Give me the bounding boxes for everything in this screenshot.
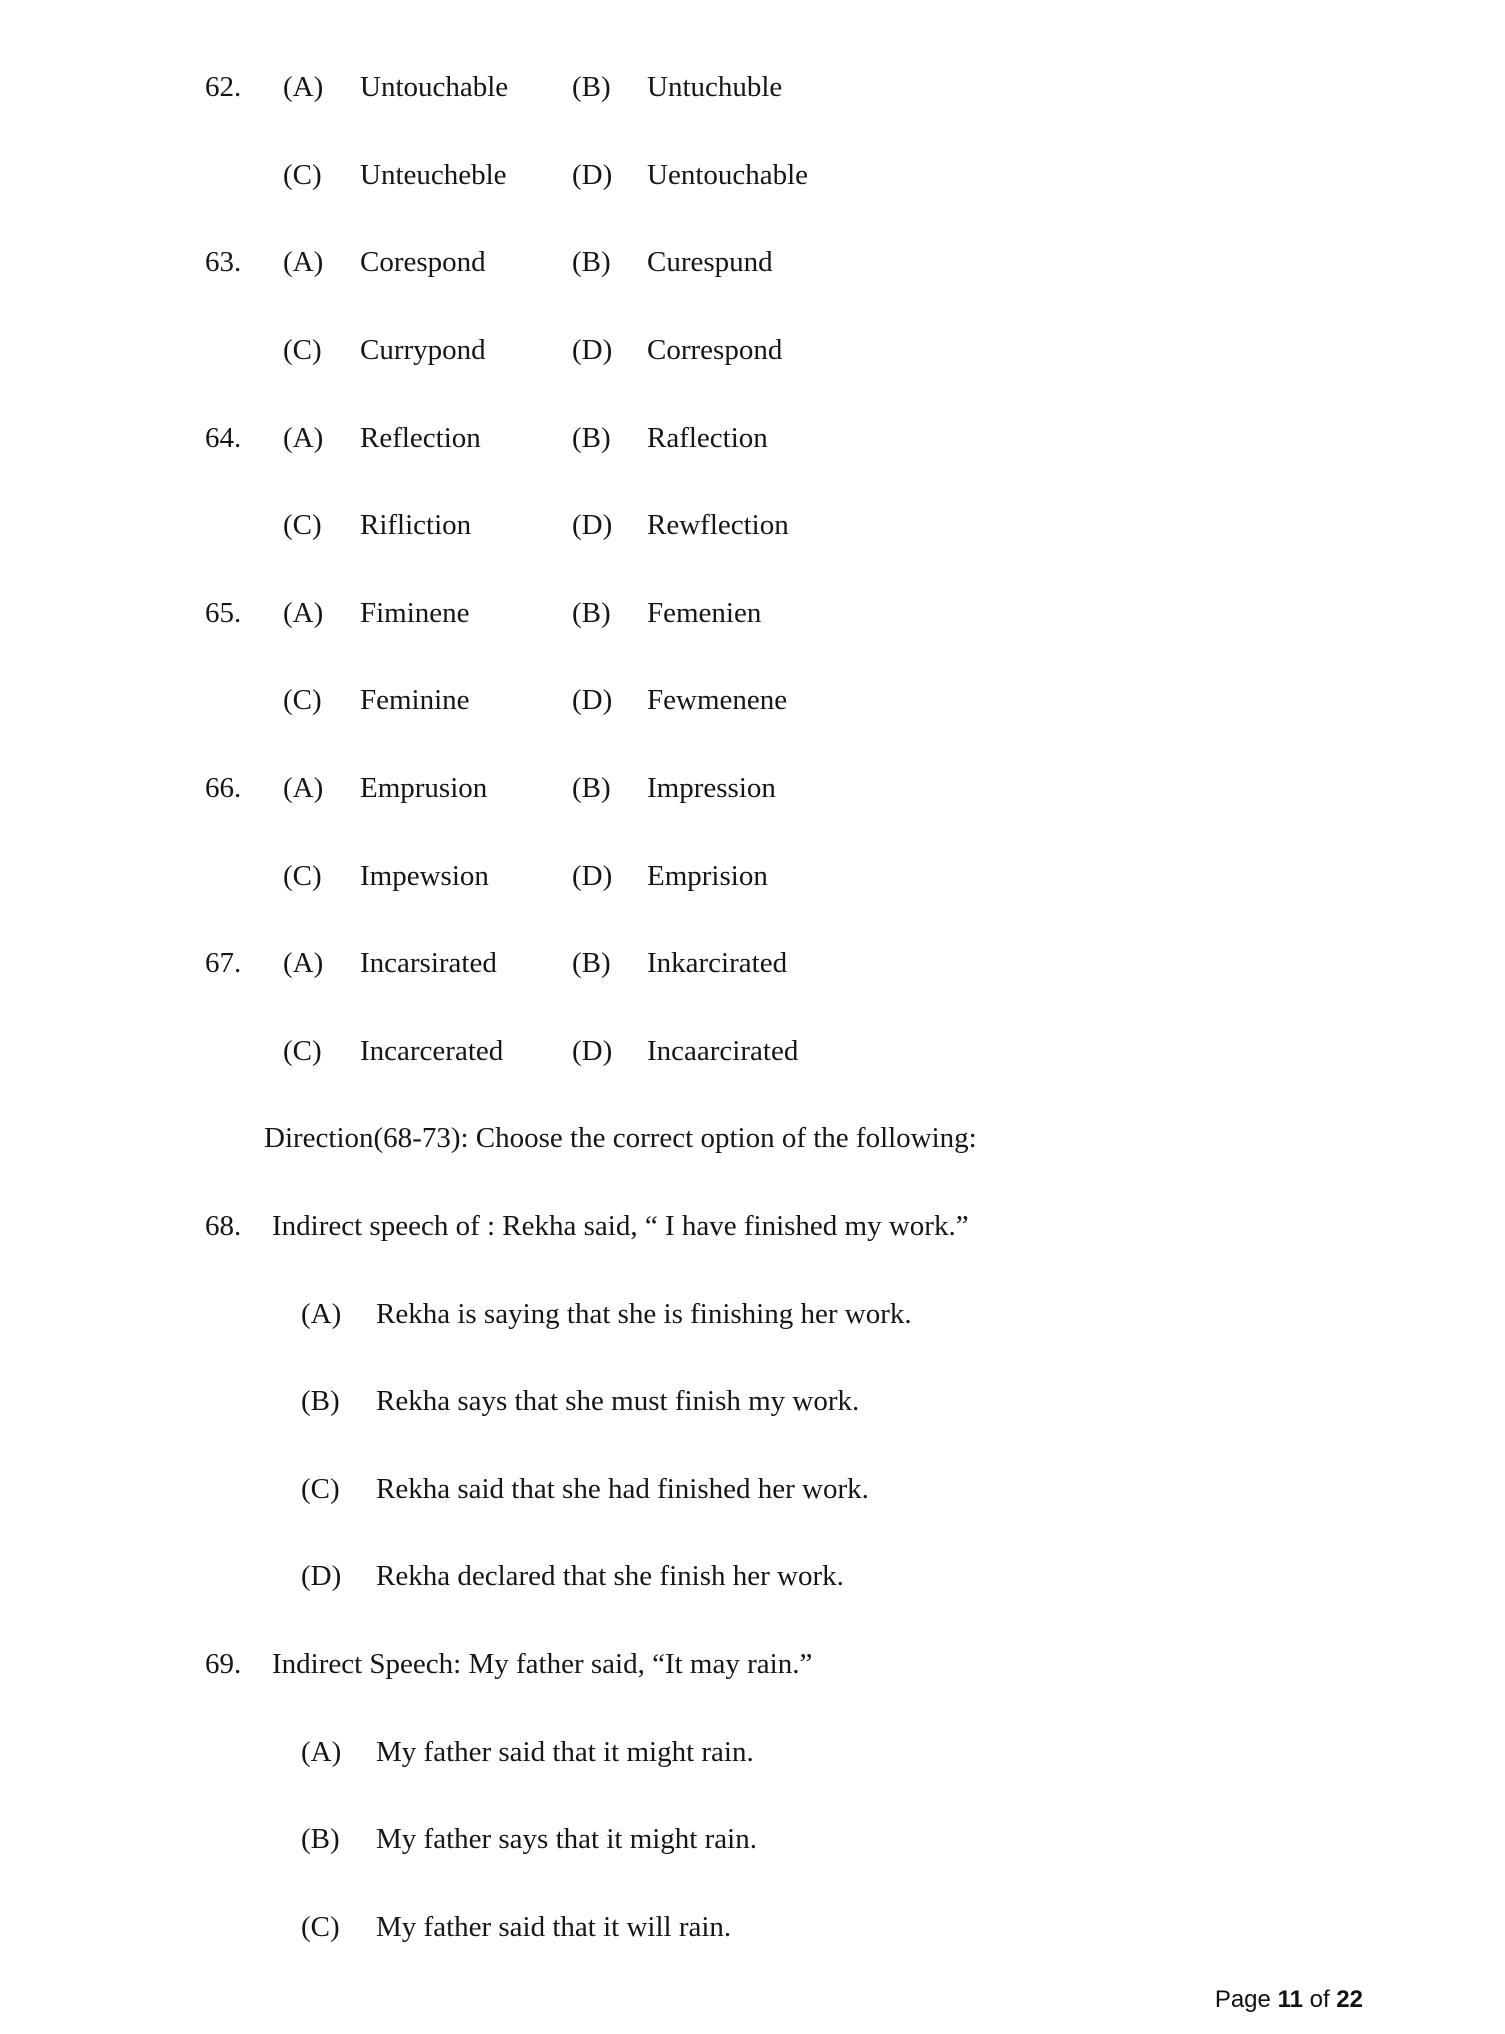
option-text: Impression (647, 772, 776, 805)
spelling-question-row (205, 44, 1505, 132)
option-text: Rekha is saying that she is finishing her work. (376, 1297, 912, 1330)
option-label: (D) (572, 859, 613, 892)
option-row (0, 1796, 1505, 1884)
option-label: (D) (301, 1560, 342, 1593)
option-text: Emprision (647, 859, 768, 892)
option-text: Untuchuble (647, 71, 783, 104)
option-text: Corespond (360, 246, 486, 279)
spelling-question-row (205, 132, 1505, 220)
option-label: (C) (283, 684, 322, 717)
option-row (0, 1446, 1505, 1534)
option-label: (C) (283, 859, 322, 892)
option-label: (A) (283, 71, 324, 104)
question-number: 64. (205, 421, 242, 454)
option-text: Incaarcirated (647, 1034, 799, 1067)
option-label: (B) (572, 421, 611, 454)
spelling-question-row (205, 482, 1505, 570)
direction-line (0, 1095, 1505, 1183)
option-label: (C) (301, 1472, 340, 1505)
question-number: 63. (205, 246, 242, 279)
option-label: (D) (572, 334, 613, 367)
option-label: (A) (283, 246, 324, 279)
option-text: My father says that it might rain. (376, 1823, 757, 1856)
question-text: Indirect speech of : Rekha said, “ I have finished my work.” (272, 1210, 969, 1243)
option-text: Incarsirated (360, 947, 497, 980)
question-text: Indirect Speech: My father said, “It may rain.” (272, 1647, 813, 1680)
option-row (0, 1270, 1505, 1358)
question-number: 69. (205, 1647, 242, 1680)
option-text: Currypond (360, 334, 486, 367)
option-text: Rekha said that she had finished her work. (376, 1472, 869, 1505)
option-label: (C) (283, 334, 322, 367)
spelling-question-row (205, 832, 1505, 920)
option-row (0, 1358, 1505, 1446)
option-text: Raflection (647, 421, 768, 454)
question-number: 65. (205, 596, 242, 629)
question-number: 68. (205, 1210, 242, 1243)
option-text: My father said that it might rain. (376, 1735, 754, 1768)
option-text: Untouchable (360, 71, 509, 104)
option-label: (C) (283, 1034, 322, 1067)
option-label: (A) (301, 1297, 342, 1330)
option-text: Unteucheble (360, 158, 507, 191)
option-label: (B) (301, 1823, 340, 1856)
option-text: Inkarcirated (647, 947, 788, 980)
footer-page-number: 11 (1277, 1986, 1303, 2013)
option-text: Fiminene (360, 596, 470, 629)
option-label: (C) (283, 158, 322, 191)
option-label: (B) (572, 772, 611, 805)
spelling-question-row (205, 920, 1505, 1008)
option-text: Correspond (647, 334, 783, 367)
footer-page-label: Page (1214, 1986, 1271, 2013)
option-text: Rifliction (360, 509, 472, 542)
footer-total-pages: 22 (1336, 1986, 1363, 2013)
option-text: Emprusion (360, 772, 488, 805)
option-label: (A) (283, 596, 324, 629)
option-label: (B) (572, 947, 611, 980)
spelling-question-row (205, 307, 1505, 395)
option-label: (D) (572, 158, 613, 191)
option-label: (B) (572, 71, 611, 104)
option-row (0, 1708, 1505, 1796)
question-number: 62. (205, 71, 242, 104)
option-label: (B) (572, 596, 611, 629)
option-text: Uentouchable (647, 158, 809, 191)
option-label: (A) (301, 1735, 342, 1768)
question-row (0, 1183, 1505, 1271)
spelling-question-row (205, 657, 1505, 745)
question-number: 66. (205, 772, 242, 805)
spelling-question-row (205, 1008, 1505, 1096)
option-text: Rewflection (647, 509, 789, 542)
spelling-question-row (205, 745, 1505, 833)
option-label: (B) (301, 1385, 340, 1418)
option-label: (B) (572, 246, 611, 279)
option-text: Feminine (360, 684, 470, 717)
option-text: Impewsion (360, 859, 489, 892)
page-footer (1215, 1986, 1363, 2014)
option-label: (C) (301, 1910, 340, 1943)
option-text: Rekha says that she must finish my work. (376, 1385, 860, 1418)
spelling-question-row (205, 394, 1505, 482)
spelling-question-row (205, 570, 1505, 658)
question-row (0, 1621, 1505, 1709)
question-number: 67. (205, 947, 242, 980)
option-label: (D) (572, 509, 613, 542)
option-label: (C) (283, 509, 322, 542)
option-label: (A) (283, 947, 324, 980)
option-label: (D) (572, 684, 613, 717)
option-text: Fewmenene (647, 684, 788, 717)
option-text: My father said that it will rain. (376, 1910, 732, 1943)
option-text: Incarcerated (360, 1034, 504, 1067)
direction-text: Direction(68-73): Choose the correct option of the following: (264, 1122, 977, 1155)
option-text: Curespund (647, 246, 773, 279)
option-text: Rekha declared that she finish her work. (376, 1560, 844, 1593)
option-row (0, 1883, 1505, 1971)
option-label: (A) (283, 772, 324, 805)
option-row (0, 1533, 1505, 1621)
option-text: Femenien (647, 596, 762, 629)
option-label: (D) (572, 1034, 613, 1067)
spelling-question-row (205, 219, 1505, 307)
footer-of-label: of (1309, 1986, 1330, 2013)
option-label: (A) (283, 421, 324, 454)
option-text: Reflection (360, 421, 481, 454)
